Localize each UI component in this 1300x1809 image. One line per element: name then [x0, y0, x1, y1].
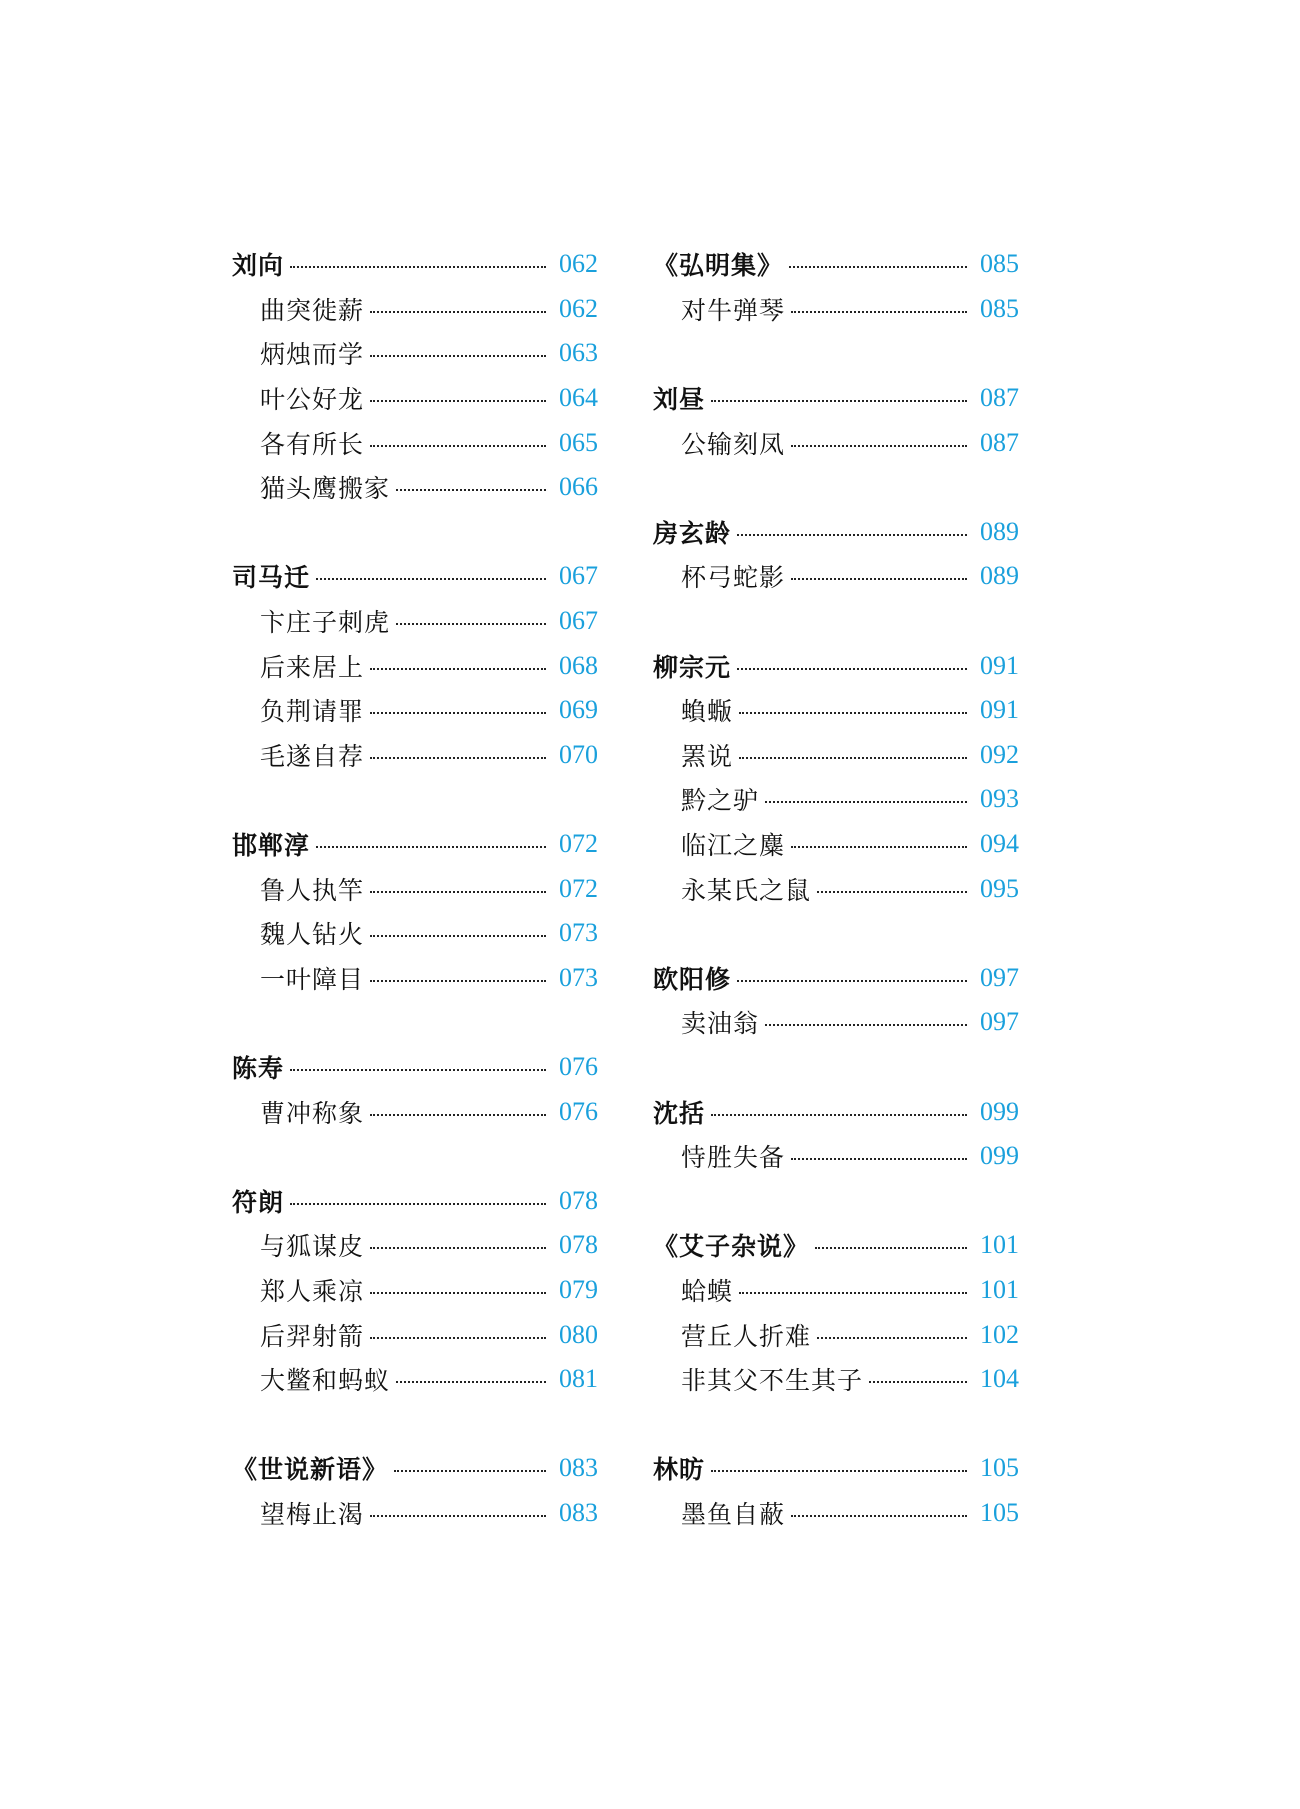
toc-story-entry[interactable] [653, 866, 1019, 911]
dot-leader [737, 668, 967, 670]
toc-story-entry[interactable] [653, 1357, 1019, 1402]
page-number: 062 [559, 293, 598, 323]
page-number: 063 [559, 338, 598, 368]
dot-leader [370, 668, 546, 670]
page-number: 066 [559, 472, 598, 502]
story-title: 永某氏之鼠 [681, 871, 815, 907]
section-title: 《艾子杂说》 [653, 1227, 813, 1263]
page-number: 089 [980, 516, 1019, 546]
toc-section-entry[interactable] [232, 822, 598, 867]
toc-story-entry[interactable] [232, 1223, 598, 1268]
dot-leader [789, 266, 967, 268]
toc-left-column [232, 242, 598, 1535]
toc-section-entry[interactable] [232, 1178, 598, 1223]
page-number: 085 [980, 293, 1019, 323]
section-gap [232, 777, 598, 822]
page-number: 079 [559, 1274, 598, 1304]
toc-story-entry[interactable] [653, 1268, 1019, 1313]
toc-section-entry[interactable] [653, 956, 1019, 1001]
section-title: 邯郸淳 [232, 826, 314, 862]
toc-story-entry[interactable] [653, 688, 1019, 733]
page-number: 078 [559, 1185, 598, 1215]
section-title: 刘昼 [653, 380, 709, 416]
story-title: 魏人钻火 [260, 915, 368, 951]
dot-leader [370, 1337, 546, 1339]
story-title: 卞庄子刺虎 [260, 603, 394, 639]
page-number: 067 [559, 561, 598, 591]
toc-section-entry[interactable] [232, 242, 598, 287]
page-number: 099 [980, 1096, 1019, 1126]
story-title: 杯弓蛇影 [681, 558, 789, 594]
page-number: 099 [980, 1141, 1019, 1171]
dot-leader [370, 445, 546, 447]
page-number: 087 [980, 427, 1019, 457]
dot-leader [739, 1292, 967, 1294]
dot-leader [765, 801, 967, 803]
toc-story-entry[interactable] [232, 1089, 598, 1134]
dot-leader [711, 400, 967, 402]
page-number: 078 [559, 1230, 598, 1260]
dot-leader [316, 846, 546, 848]
story-title: 后羿射箭 [260, 1317, 368, 1353]
section-title: 刘向 [232, 246, 288, 282]
section-title: 林昉 [653, 1450, 709, 1486]
section-gap [232, 510, 598, 555]
dot-leader [711, 1114, 967, 1116]
section-gap [653, 1178, 1019, 1223]
story-title: 望梅止渴 [260, 1495, 368, 1531]
dot-leader [711, 1470, 967, 1472]
page-number: 081 [559, 1364, 598, 1394]
section-title: 《世说新语》 [232, 1450, 392, 1486]
section-gap [653, 331, 1019, 376]
dot-leader [817, 891, 967, 893]
story-title: 公输刻凤 [681, 425, 789, 461]
dot-leader [396, 489, 546, 491]
dot-leader [370, 712, 546, 714]
story-title: 临江之麋 [681, 826, 789, 862]
section-title: 沈括 [653, 1094, 709, 1130]
page-number: 073 [559, 962, 598, 992]
dot-leader [370, 1114, 546, 1116]
page-number: 073 [559, 918, 598, 948]
toc-section-entry[interactable] [232, 1045, 598, 1090]
page-number: 062 [559, 249, 598, 279]
section-gap [653, 599, 1019, 644]
page-number: 069 [559, 695, 598, 725]
page-number: 094 [980, 829, 1019, 859]
dot-leader [370, 1247, 546, 1249]
dot-leader [765, 1024, 967, 1026]
section-title: 房玄龄 [653, 514, 735, 550]
section-gap [653, 911, 1019, 956]
page-number: 091 [980, 695, 1019, 725]
dot-leader [791, 445, 967, 447]
page-number: 068 [559, 650, 598, 680]
toc-section-entry[interactable] [653, 376, 1019, 421]
page-number: 089 [980, 561, 1019, 591]
dot-leader [370, 935, 546, 937]
dot-leader [739, 712, 967, 714]
story-title: 蛤蟆 [681, 1272, 737, 1308]
section-gap [653, 465, 1019, 510]
section-title: 《弘明集》 [653, 246, 787, 282]
toc-story-entry[interactable] [232, 599, 598, 644]
toc-section-entry[interactable] [653, 643, 1019, 688]
dot-leader [370, 311, 546, 313]
story-title: 非其父不生其子 [681, 1361, 867, 1397]
story-title: 墨鱼自蔽 [681, 1495, 789, 1531]
dot-leader [791, 311, 967, 313]
story-title: 一叶障目 [260, 960, 368, 996]
toc-story-entry[interactable] [232, 643, 598, 688]
page-number: 083 [559, 1453, 598, 1483]
toc-story-entry[interactable] [232, 911, 598, 956]
toc-section-entry[interactable] [653, 510, 1019, 555]
section-gap [232, 1134, 598, 1179]
dot-leader [791, 1158, 967, 1160]
toc-story-entry[interactable] [232, 465, 598, 510]
toc-story-entry[interactable] [232, 866, 598, 911]
toc-story-entry[interactable] [653, 1491, 1019, 1536]
story-title: 卖油翁 [681, 1004, 763, 1040]
page-number: 072 [559, 829, 598, 859]
toc-section-entry[interactable] [653, 1223, 1019, 1268]
page-number: 097 [980, 962, 1019, 992]
toc-story-entry[interactable] [653, 822, 1019, 867]
story-title: 蝜蝂 [681, 692, 737, 728]
dot-leader [791, 578, 967, 580]
page-number: 083 [559, 1497, 598, 1527]
toc-right-column [653, 242, 1019, 1535]
story-title: 大鳖和蚂蚁 [260, 1361, 394, 1397]
page-number: 104 [980, 1364, 1019, 1394]
section-gap [653, 1045, 1019, 1090]
toc-story-entry[interactable] [232, 420, 598, 465]
story-title: 猫头鹰搬家 [260, 469, 394, 505]
dot-leader [370, 400, 546, 402]
section-gap [232, 1401, 598, 1446]
toc-story-entry[interactable] [653, 1134, 1019, 1179]
page-number: 102 [980, 1319, 1019, 1349]
section-gap [653, 1401, 1019, 1446]
dot-leader [290, 1069, 546, 1071]
story-title: 叶公好龙 [260, 380, 368, 416]
toc-story-entry[interactable] [653, 554, 1019, 599]
dot-leader [394, 1470, 546, 1472]
section-title: 司马迁 [232, 558, 314, 594]
section-title: 欧阳修 [653, 960, 735, 996]
page-number: 076 [559, 1051, 598, 1081]
page-number: 092 [980, 739, 1019, 769]
page-number: 105 [980, 1453, 1019, 1483]
dot-leader [737, 534, 967, 536]
section-title: 符朗 [232, 1183, 288, 1219]
page-number: 064 [559, 383, 598, 413]
page-number: 070 [559, 739, 598, 769]
dot-leader [739, 757, 967, 759]
section-title: 陈寿 [232, 1049, 288, 1085]
page-number: 093 [980, 784, 1019, 814]
toc-section-entry[interactable] [232, 554, 598, 599]
story-title: 曹冲称象 [260, 1094, 368, 1130]
dot-leader [396, 623, 546, 625]
toc-story-entry[interactable] [232, 331, 598, 376]
dot-leader [290, 266, 546, 268]
toc-story-entry[interactable] [232, 1357, 598, 1402]
toc-story-entry[interactable] [653, 777, 1019, 822]
section-gap [232, 1000, 598, 1045]
section-title: 柳宗元 [653, 648, 735, 684]
toc-section-entry[interactable] [653, 1089, 1019, 1134]
dot-leader [370, 1515, 546, 1517]
toc-story-entry[interactable] [232, 287, 598, 332]
story-title: 各有所长 [260, 425, 368, 461]
story-title: 营丘人折难 [681, 1317, 815, 1353]
page-number: 105 [980, 1497, 1019, 1527]
story-title: 恃胜失备 [681, 1138, 789, 1174]
toc-story-entry[interactable] [232, 688, 598, 733]
dot-leader [370, 355, 546, 357]
dot-leader [370, 891, 546, 893]
dot-leader [791, 1515, 967, 1517]
toc-story-entry[interactable] [232, 376, 598, 421]
page-number: 072 [559, 873, 598, 903]
toc-story-entry[interactable] [232, 1491, 598, 1536]
dot-leader [290, 1203, 546, 1205]
page-number: 101 [980, 1274, 1019, 1304]
story-title: 炳烛而学 [260, 335, 368, 371]
dot-leader [817, 1337, 967, 1339]
page-number: 085 [980, 249, 1019, 279]
story-title: 与狐谋皮 [260, 1227, 368, 1263]
toc-story-entry[interactable] [232, 733, 598, 778]
dot-leader [815, 1247, 967, 1249]
story-title: 鲁人执竿 [260, 871, 368, 907]
page-number: 095 [980, 873, 1019, 903]
toc-story-entry[interactable] [653, 420, 1019, 465]
story-title: 黔之驴 [681, 781, 763, 817]
toc-story-entry[interactable] [653, 733, 1019, 778]
story-title: 曲突徙薪 [260, 291, 368, 327]
toc-story-entry[interactable] [232, 1312, 598, 1357]
page-number: 076 [559, 1096, 598, 1126]
story-title: 负荆请罪 [260, 692, 368, 728]
toc-story-entry[interactable] [232, 1268, 598, 1313]
toc-story-entry[interactable] [653, 1312, 1019, 1357]
page-number: 091 [980, 650, 1019, 680]
dot-leader [370, 757, 546, 759]
page-number: 087 [980, 383, 1019, 413]
toc-section-entry[interactable] [653, 242, 1019, 287]
dot-leader [370, 1292, 546, 1294]
toc-section-entry[interactable] [653, 1446, 1019, 1491]
story-title: 罴说 [681, 737, 737, 773]
dot-leader [396, 1381, 546, 1383]
dot-leader [370, 980, 546, 982]
page-number: 065 [559, 427, 598, 457]
toc-section-entry[interactable] [232, 1446, 598, 1491]
story-title: 毛遂自荐 [260, 737, 368, 773]
toc-story-entry[interactable] [232, 956, 598, 1001]
dot-leader [737, 980, 967, 982]
story-title: 对牛弹琴 [681, 291, 789, 327]
page-number: 080 [559, 1319, 598, 1349]
dot-leader [791, 846, 967, 848]
dot-leader [869, 1381, 967, 1383]
toc-story-entry[interactable] [653, 287, 1019, 332]
dot-leader [316, 578, 546, 580]
page-number: 097 [980, 1007, 1019, 1037]
story-title: 郑人乘凉 [260, 1272, 368, 1308]
toc-story-entry[interactable] [653, 1000, 1019, 1045]
page-number: 101 [980, 1230, 1019, 1260]
page-number: 067 [559, 606, 598, 636]
story-title: 后来居上 [260, 648, 368, 684]
